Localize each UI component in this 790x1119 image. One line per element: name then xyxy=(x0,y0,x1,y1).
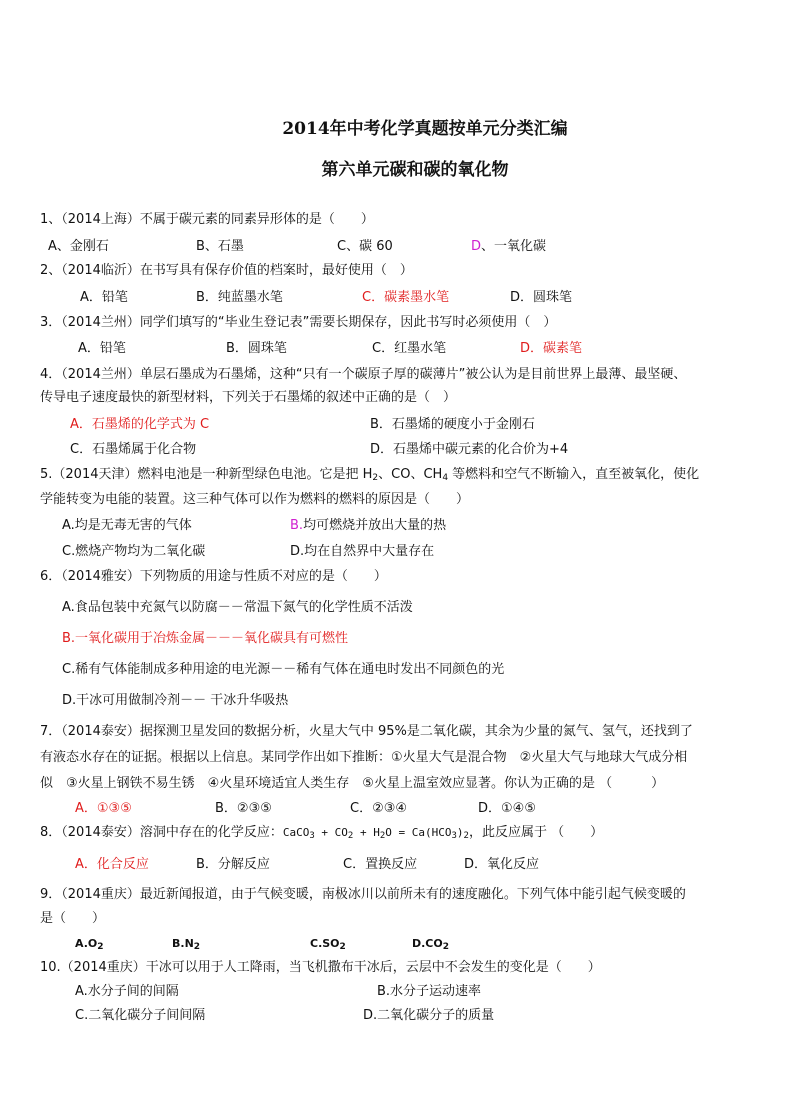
q8-option-d: D．氧化反应 xyxy=(464,857,540,872)
q6-option-d: D.干冰可用做制冷剂－－ 干冰升华吸热 xyxy=(62,693,289,708)
q4-stem-line2: 传导电子速度最快的新型材料，下列关于石墨烯的叙述中正确的是（ ） xyxy=(40,390,457,405)
q3-option-b: B．圆珠笔 xyxy=(226,341,287,356)
q4-option-c: C．石墨烯属于化合物 xyxy=(70,442,197,457)
q1-option-a: A、金刚石 xyxy=(48,239,109,254)
q9-option-a: $A.O_2$ xyxy=(75,937,104,952)
q7-option-d: D．①④⑤ xyxy=(478,801,536,816)
q9-option-c: $C.SO_2$ xyxy=(310,937,346,952)
q2-option-d: D．圆珠笔 xyxy=(510,290,573,305)
q9-stem-line1: 9．（2014重庆）最近新闻报道，由于气候变暖，南极冰川以前所未有的速度融化。下列气体中能引起气候变暖的 xyxy=(40,887,686,902)
q10-option-b: B.水分子运动速率 xyxy=(377,984,482,999)
q7-stem-line3: 似 ③火星上钢铁不易生锈 ④火星环境适宜人类生存 ⑤火星上温室效应显著。你认为正确的是 （ ） xyxy=(40,776,665,791)
q1-option-d: D、一氧化碳 xyxy=(471,239,547,254)
q2-option-b: B．纯蓝墨水笔 xyxy=(196,290,283,305)
q6-option-a: A.食品包装中充氮气以防腐－－常温下氮气的化学性质不活泼 xyxy=(62,600,413,615)
q10-stem: 10.（2014重庆）干冰可以用于人工降雨，当飞机撒布干冰后，云层中不会发生的变化是（ ） xyxy=(40,960,601,975)
q5-stem-line1: 5.（2014天津）燃料电池是一种新型绿色电池。它是把 $H_2$、CO、$CH_4$ 等燃料和空气不断输入，直至被氧化，使化 xyxy=(40,467,700,483)
unit-subtitle: 第六单元碳和碳的氧化物 xyxy=(321,160,509,180)
q5-option-b: B.均可燃烧并放出大量的热 xyxy=(290,518,447,533)
q4-option-b: B．石墨烯的硬度小于金刚石 xyxy=(370,417,535,432)
q7-option-a: A．①③⑤ xyxy=(75,801,132,816)
q1-option-c: C、碳 60 xyxy=(337,239,393,254)
q6-option-c: C.稀有气体能制成多种用途的电光源－－稀有气体在通电时发出不同颜色的光 xyxy=(62,662,505,677)
q10-option-a: A.水分子间的间隔 xyxy=(75,984,179,999)
q5-option-d: D.均在自然界中大量存在 xyxy=(290,544,435,559)
q7-stem-line1: 7．（2014泰安）据探测卫星发回的数据分析，火星大气中 95%是二氧化碳，其余为少量的氮气、氢气，还找到了 xyxy=(40,724,693,739)
q5-option-a: A.均是无毒无害的气体 xyxy=(62,518,192,533)
q8-option-b: B．分解反应 xyxy=(196,857,270,872)
q5-stem-line2: 学能转变为电能的装置。这三种气体可以作为燃料的燃料的原因是（ ） xyxy=(40,492,470,507)
q6-stem: 6．（2014雅安）下列物质的用途与性质不对应的是（ ） xyxy=(40,569,387,584)
q4-stem-line1: 4．（2014兰州）单层石墨成为石墨烯，这种“只有一个碳原子厚的碳薄片”被公认为是目前世界上最薄、最坚硬、 xyxy=(40,367,687,382)
q5-answer-marker: B. xyxy=(290,518,304,533)
q2-stem: 2、（2014临沂）在书写具有保存价值的档案时，最好使用（ ） xyxy=(40,263,413,278)
q7-option-c: C．②③④ xyxy=(350,801,408,816)
q4-option-d: D．石墨烯中碳元素的化合价为+4 xyxy=(370,442,569,457)
q8-stem: 8．（2014泰安）溶洞中存在的化学反应：CaCO$_3$ + $CO_2 + H_2O = Ca(HCO_3)_2$，此反应属于 （ ） xyxy=(40,825,604,841)
q1-option-b: B、石墨 xyxy=(196,239,244,254)
q9-stem-line2: 是（ ） xyxy=(40,911,106,926)
q8-option-c: C．置换反应 xyxy=(343,857,418,872)
q9-option-b: $B.N_2$ xyxy=(172,937,201,952)
q1-answer-marker: D xyxy=(471,239,482,254)
q9-option-d: $D.CO_2$ xyxy=(412,937,449,952)
q3-stem: 3．（2014兰州）同学们填写的“毕业生登记表”需要长期保存，因此书写时必须使用（ ） xyxy=(40,315,557,330)
q8-option-a: A．化合反应 xyxy=(75,857,149,872)
q3-option-d: D．碳素笔 xyxy=(520,341,583,356)
document-title: 2014年中考化学真题按单元分类汇编 xyxy=(282,119,568,139)
q2-option-c: C．碳素墨水笔 xyxy=(362,290,450,305)
q7-option-b: B．②③⑤ xyxy=(215,801,272,816)
q10-option-c: C.二氧化碳分子间间隔 xyxy=(75,1008,206,1023)
q8-equation: CaCO$_3$ + $CO_2 + H_2O = Ca(HCO_3)_2$ xyxy=(282,826,469,841)
q5-option-c: C.燃烧产物均为二氧化碳 xyxy=(62,544,206,559)
q4-option-a: A．石墨烯的化学式为 C xyxy=(70,417,210,432)
q3-option-c: C．红墨水笔 xyxy=(372,341,447,356)
q10-option-d: D.二氧化碳分子的质量 xyxy=(363,1008,495,1023)
q7-stem-line2: 有液态水存在的证据。根据以上信息。某同学作出如下推断：①火星大气是混合物 ②火星大气与地球大气成分相 xyxy=(40,750,688,765)
q6-option-b: B.一氧化碳用于冶炼金属－－－氧化碳具有可燃性 xyxy=(62,631,349,646)
q3-option-a: A．铅笔 xyxy=(78,341,126,356)
q2-option-a: A．铅笔 xyxy=(80,290,128,305)
q1-stem: 1、（2014上海）不属于碳元素的同素异形体的是（ ） xyxy=(40,212,374,227)
